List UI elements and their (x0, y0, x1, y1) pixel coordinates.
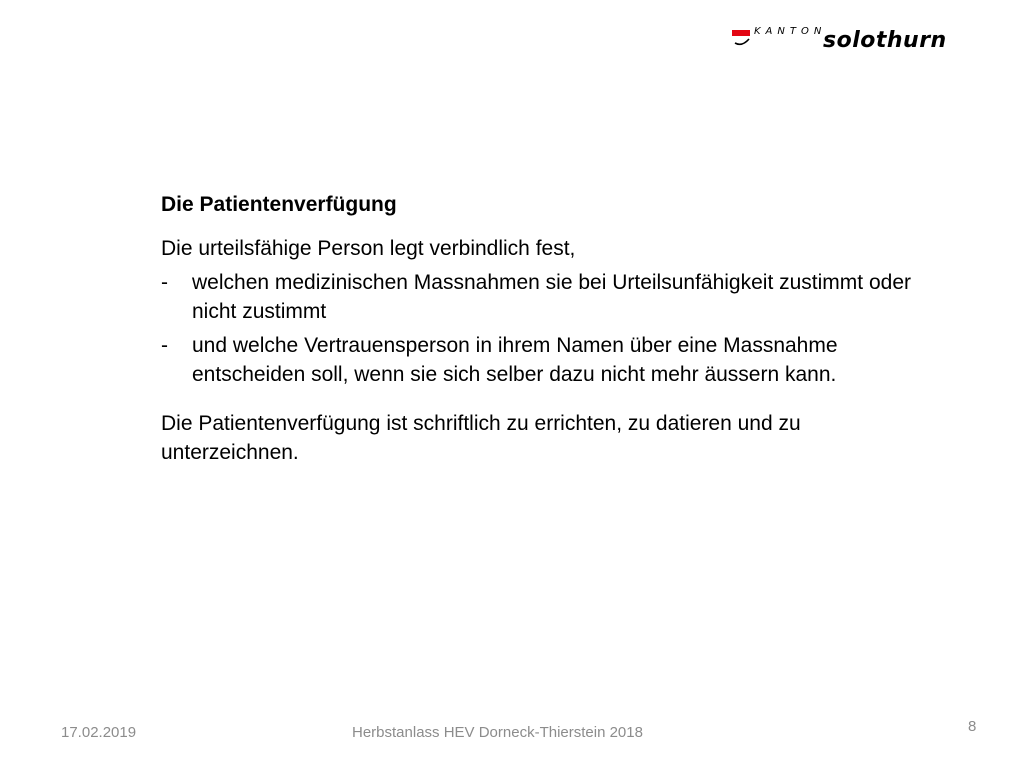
bullet-marker: - (161, 334, 168, 357)
slide-content (161, 190, 921, 467)
kanton-solothurn-logo (730, 26, 980, 62)
footer-date: 17.02.2019 (61, 724, 137, 741)
page-number: 8 (968, 718, 977, 735)
bullet-text: welchen medizinischen Massnahmen sie bei Urteilsunfähigkeit zustimmt oder nicht zustimmt (192, 271, 911, 323)
bullet-text: und welche Vertrauensperson in ihrem Namen über eine Massnahme entscheiden soll, wenn sie sich selber dazu nicht mehr äussern kann. (192, 334, 838, 386)
list-item (161, 268, 921, 326)
closing-text: Die Patientenverfügung ist schriftlich zu errichten, zu datieren und zu unterzeichnen. (161, 412, 801, 464)
list-item (161, 331, 921, 389)
logo-name-text: solothurn (823, 28, 947, 53)
footer-event-title: Herbstanlass HEV Dorneck-Thierstein 2018 (352, 724, 643, 741)
logo-kanton-text: KANTON (754, 26, 827, 37)
slide-title: Die Patientenverfügung (161, 193, 397, 216)
logo-mark-icon (730, 26, 754, 52)
bullet-marker: - (161, 271, 168, 294)
intro-text: Die urteilsfähige Person legt verbindlich fest, (161, 237, 576, 260)
